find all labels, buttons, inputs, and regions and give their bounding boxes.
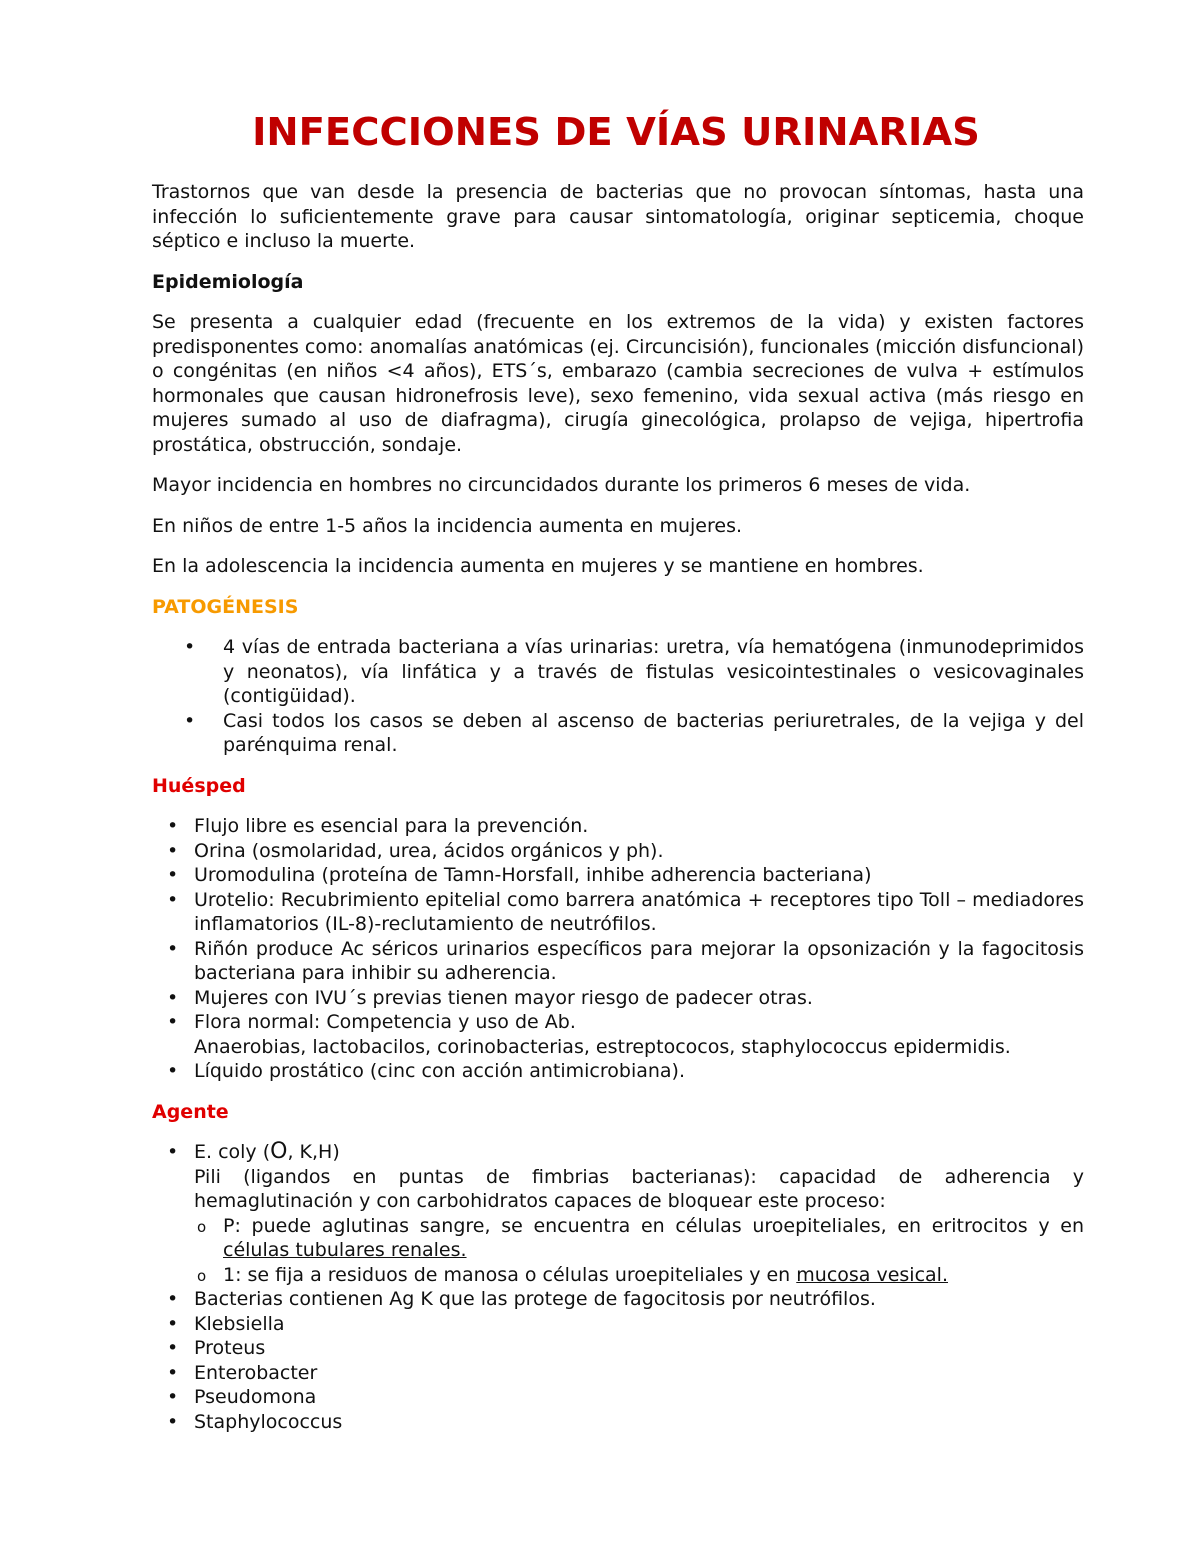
list-item — [152, 1312, 1084, 1337]
bullet-icon: • — [167, 888, 179, 911]
sublist-item-underlined: mucosa vesical. — [796, 1263, 948, 1286]
list-item-text: Flujo libre es esencial para la prevención. — [194, 815, 589, 837]
sublist-item-underlined: células tubulares renales. — [223, 1239, 467, 1261]
list-item — [152, 635, 1084, 709]
epidemiologia-paragraph-1: Se presenta a cualquier edad (frecuente en los extremos de la vida) y existen factores predisponentes como: anomalías anatómicas (ej. Circuncisión), funcionales (micción disfuncional) o congénitas (en niños <4 años), ETS´s, embarazo (cambia secreciones de vulva + estímulos hormonales que causan hidronefrosis leve), sexo femenino, vida sexual activa (más riesgo en mujeres sumado al uso de diafragma), cirugía ginecológica, prolapso de vejiga, hipertrofia prostática, obstrucción, sondaje. — [152, 311, 1084, 456]
page-title: INFECCIONES DE VÍAS URINARIAS — [252, 110, 980, 155]
list-item-text: Anaerobias, lactobacilos, corinobacterias, estreptococos, staphylococcus epidermidis. — [194, 1035, 1011, 1058]
agente-list — [152, 1140, 1084, 1434]
list-item-text: Pseudomona — [194, 1386, 317, 1408]
heading-epidemiologia: Epidemiología — [152, 270, 304, 293]
list-item — [152, 1140, 1084, 1287]
list-item — [152, 888, 1084, 937]
list-item-text: Urotelio: Recubrimiento epitelial como barrera anatómica + receptores tipo Toll – mediadores inflamatorios (IL-8)-reclutamiento de neutrófilos. — [194, 888, 1084, 935]
list-item-text: Casi todos los casos se deben al ascenso de bacterias periuretrales, de la vejiga y del parénquima renal. — [223, 709, 1084, 756]
ecoli-text: , K,H) — [287, 1141, 340, 1163]
bullet-icon: • — [167, 1312, 179, 1335]
list-item — [152, 1287, 1084, 1312]
list-item-text: Orina (osmolaridad, urea, ácidos orgánicos y ph). — [194, 839, 664, 862]
bullet-icon: • — [167, 864, 179, 886]
bullet-icon: • — [167, 1141, 179, 1163]
sublist-item-text: 1: se fija a residuos de manosa o células uroepiteliales y en — [223, 1263, 797, 1286]
list-item-text: Bacterias contienen Ag K que las protege de fagocitosis por neutrófilos. — [194, 1288, 876, 1310]
list-item — [152, 839, 1084, 864]
bullet-icon: • — [167, 839, 179, 862]
list-item — [152, 1361, 1084, 1386]
list-item-text: Proteus — [194, 1337, 266, 1359]
bullet-icon: • — [167, 1288, 179, 1310]
list-item — [152, 1010, 1084, 1059]
ecoli-line — [194, 1140, 1084, 1165]
list-item — [152, 863, 1084, 888]
bullet-icon: • — [184, 709, 196, 732]
sublist-item — [152, 1263, 1084, 1288]
patogenesis-list — [152, 635, 1084, 758]
bullet-icon: • — [167, 1060, 179, 1082]
heading-huesped: Huésped — [152, 774, 246, 797]
list-item — [152, 1410, 1084, 1435]
list-item-text: Uromodulina (proteína de Tamn-Horsfall, inhibe adherencia bacteriana) — [194, 864, 872, 886]
pili-sublist — [152, 1214, 1084, 1288]
bullet-icon: • — [167, 937, 179, 960]
bullet-icon: • — [167, 1011, 179, 1033]
bullet-icon: • — [167, 1386, 179, 1408]
bullet-icon: • — [167, 986, 179, 1009]
list-item — [152, 986, 1084, 1011]
list-item — [152, 1385, 1084, 1410]
list-item-text: Klebsiella — [194, 1312, 285, 1335]
pili-text: Pili (ligandos en puntas de fimbrias bacterianas): capacidad de adherencia y hemaglutinación y con carbohidratos capaces de bloquear este proceso: — [194, 1165, 1084, 1212]
heading-agente: Agente — [152, 1100, 229, 1123]
list-item — [152, 1336, 1084, 1361]
epidemiologia-paragraph-2: Mayor incidencia en hombres no circuncidados durante los primeros 6 meses de vida. — [152, 474, 971, 496]
sublist-item-text: P: puede aglutinas sangre, se encuentra en células uroepiteliales, en eritrocitos y en — [223, 1214, 1084, 1237]
list-item — [152, 937, 1084, 986]
sublist-item — [152, 1214, 1084, 1263]
epidemiologia-paragraph-3: En niños de entre 1-5 años la incidencia aumenta en mujeres. — [152, 514, 743, 537]
list-item-text: Flora normal: Competencia y uso de Ab. — [194, 1011, 576, 1033]
list-item — [152, 709, 1084, 758]
ecoli-text: E. coly ( — [194, 1141, 271, 1163]
circle-bullet-icon: o — [197, 1217, 207, 1236]
bullet-icon: • — [167, 1337, 179, 1359]
huesped-list — [152, 814, 1084, 1084]
bullet-icon: • — [184, 636, 196, 658]
list-item-text: Enterobacter — [194, 1361, 318, 1384]
list-item-text: Líquido prostático (cinc con acción antimicrobiana). — [194, 1060, 686, 1082]
circle-bullet-icon: o — [197, 1266, 207, 1285]
list-item — [152, 814, 1084, 839]
list-item-text: 4 vías de entrada bacteriana a vías urinarias: uretra, vía hematógena (inmunodeprimidos y neonatos), vía linfática y a través de fistulas vesicointestinales o vesicovaginales (contigüidad). — [223, 636, 1084, 707]
bullet-icon: • — [167, 1410, 179, 1433]
bullet-icon: • — [167, 1361, 179, 1384]
bullet-icon: • — [167, 815, 179, 837]
epidemiologia-paragraph-4: En la adolescencia la incidencia aumenta en mujeres y se mantiene en hombres. — [152, 555, 924, 577]
list-item-text: Riñón produce Ac séricos urinarios específicos para mejorar la opsonización y la fagocitosis bacteriana para inhibir su adherencia. — [194, 937, 1084, 984]
list-item-text: Staphylococcus — [194, 1410, 343, 1433]
list-item — [152, 1059, 1084, 1084]
heading-patogenesis: PATOGÉNESIS — [152, 595, 299, 618]
list-item-text: Mujeres con IVU´s previas tienen mayor riesgo de padecer otras. — [194, 986, 813, 1009]
intro-paragraph: Trastornos que van desde la presencia de bacterias que no provocan síntomas, hasta una infección lo suficientemente grave para causar sintomatología, originar septicemia, choque séptico e incluso la muerte. — [152, 181, 1084, 252]
ecoli-antigen-o: O — [270, 1139, 288, 1164]
document-page — [152, 108, 1084, 1434]
